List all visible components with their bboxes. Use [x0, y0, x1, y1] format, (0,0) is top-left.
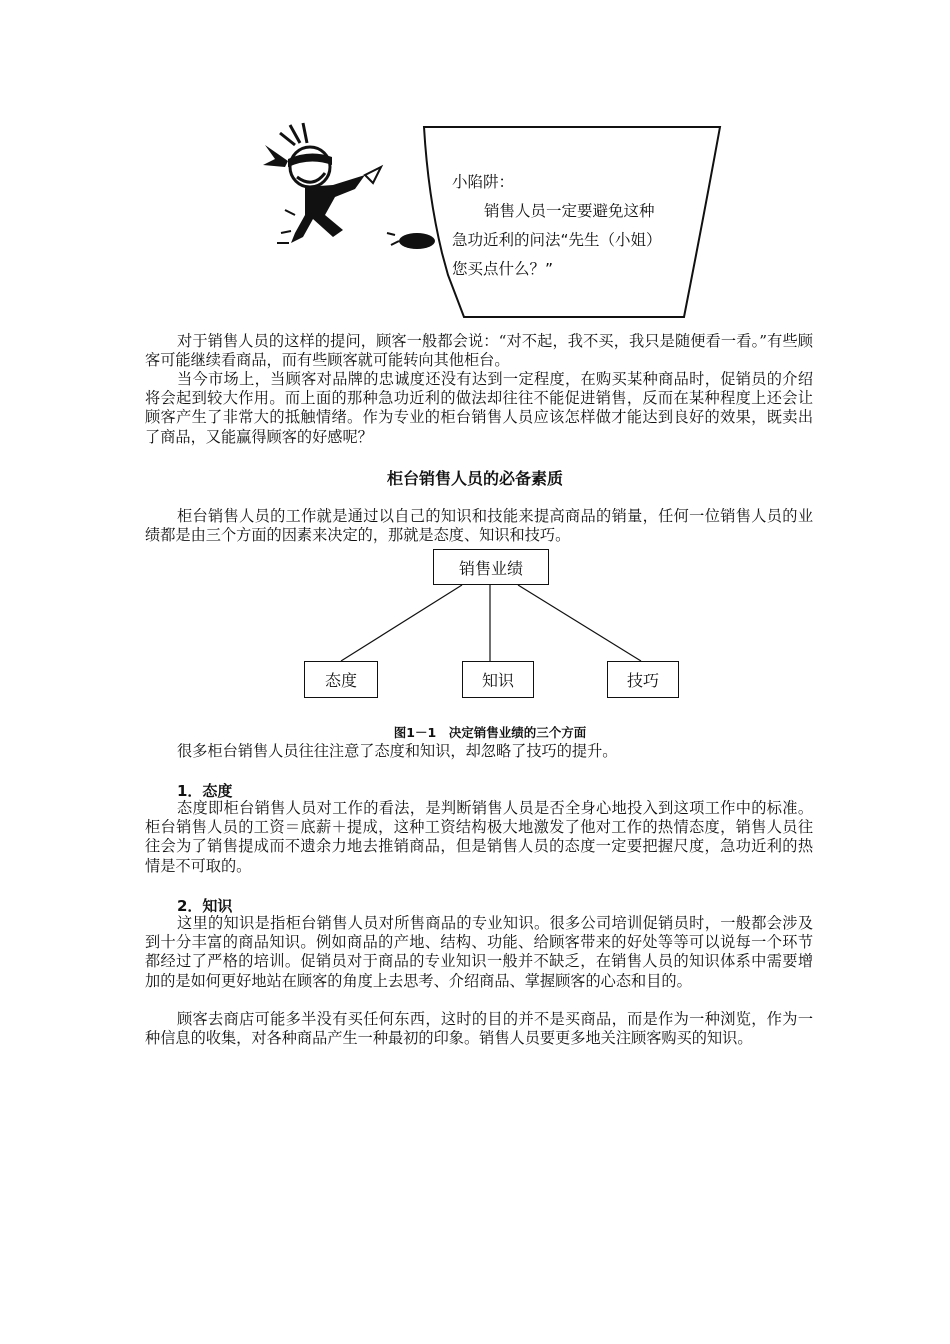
paragraph-1: 对于销售人员的这样的提问，顾客一般都会说：“对不起，我不买，我只是随便看一看。”有些顾客可能继续看商品，而有些顾客就可能转向其他柜台。	[145, 332, 813, 370]
subhead-attitude: 1．态度	[177, 782, 233, 800]
callout-title: 小陷阱：	[452, 173, 515, 191]
diagram-root-box: 销售业绩	[433, 549, 549, 585]
paragraph-3: 柜台销售人员的工作就是通过以自己的知识和技能来提高商品的销量，任何一位销售人员的业绩都是由三个方面的因素来决定的，那就是态度、知识和技巧。	[145, 507, 813, 545]
diagram-node-attitude: 态度	[304, 661, 378, 698]
section-title: 柜台销售人员的必备素质	[386, 469, 563, 488]
paragraph-5: 态度即柜台销售人员对工作的看法，是判断销售人员是否全身心地投入到这项工作中的标准。柜台销售人员的工资＝底薪＋提成，这种工资结构极大地激发了他对工作的热情态度，销售人员往往会为了销售提成而不遗余力地去推销商品，但是销售人员的态度一定要把握尺度，急功近利的热情是不可取的。	[145, 799, 813, 875]
subhead-knowledge: 2．知识	[177, 897, 233, 915]
diagram-node-knowledge: 知识	[462, 661, 534, 698]
paragraph-2: 当今市场上，当顾客对品牌的忠诚度还没有达到一定程度，在购买某种商品时，促销员的介绍将会起到较大作用。而上面的那种急功近利的做法却往往不能促进销售，反而在某种程度上还会让顾客产生了非常大的抵触情绪。作为专业的柜台销售人员应该怎样做才能达到良好的效果，既卖出了商品，又能赢得顾客的好感呢？	[145, 370, 813, 446]
callout-body: 销售人员一定要避免这种急功近利的问法“先生（小姐）您买点什么？”	[452, 202, 662, 278]
diagram-node-skill: 技巧	[607, 661, 679, 698]
paragraph-6: 这里的知识是指柜台销售人员对所售商品的专业知识。很多公司培训促销员时，一般都会涉及到十分丰富的商品知识。例如商品的产地、结构、功能、给顾客带来的好处等等可以说每一个环节都经过了严格的培训。促销员对于商品的专业知识一般并不缺乏，在销售人员的知识体系中需要增加的是如何更好地站在顾客的角度上去思考、介绍商品、掌握顾客的心态和目的。	[145, 914, 813, 990]
figure-caption: 图1－1 决定销售业绩的三个方面	[393, 725, 587, 740]
paragraph-4: 很多柜台销售人员往往注意了态度和知识，却忽略了技巧的提升。	[177, 742, 618, 760]
paragraph-7: 顾客去商店可能多半没有买任何东西，这时的目的并不是买商品，而是作为一种浏览，作为一种信息的收集，对各种商品产生一种最初的印象。销售人员要更多地关注顾客购买的知识。	[145, 1010, 813, 1048]
